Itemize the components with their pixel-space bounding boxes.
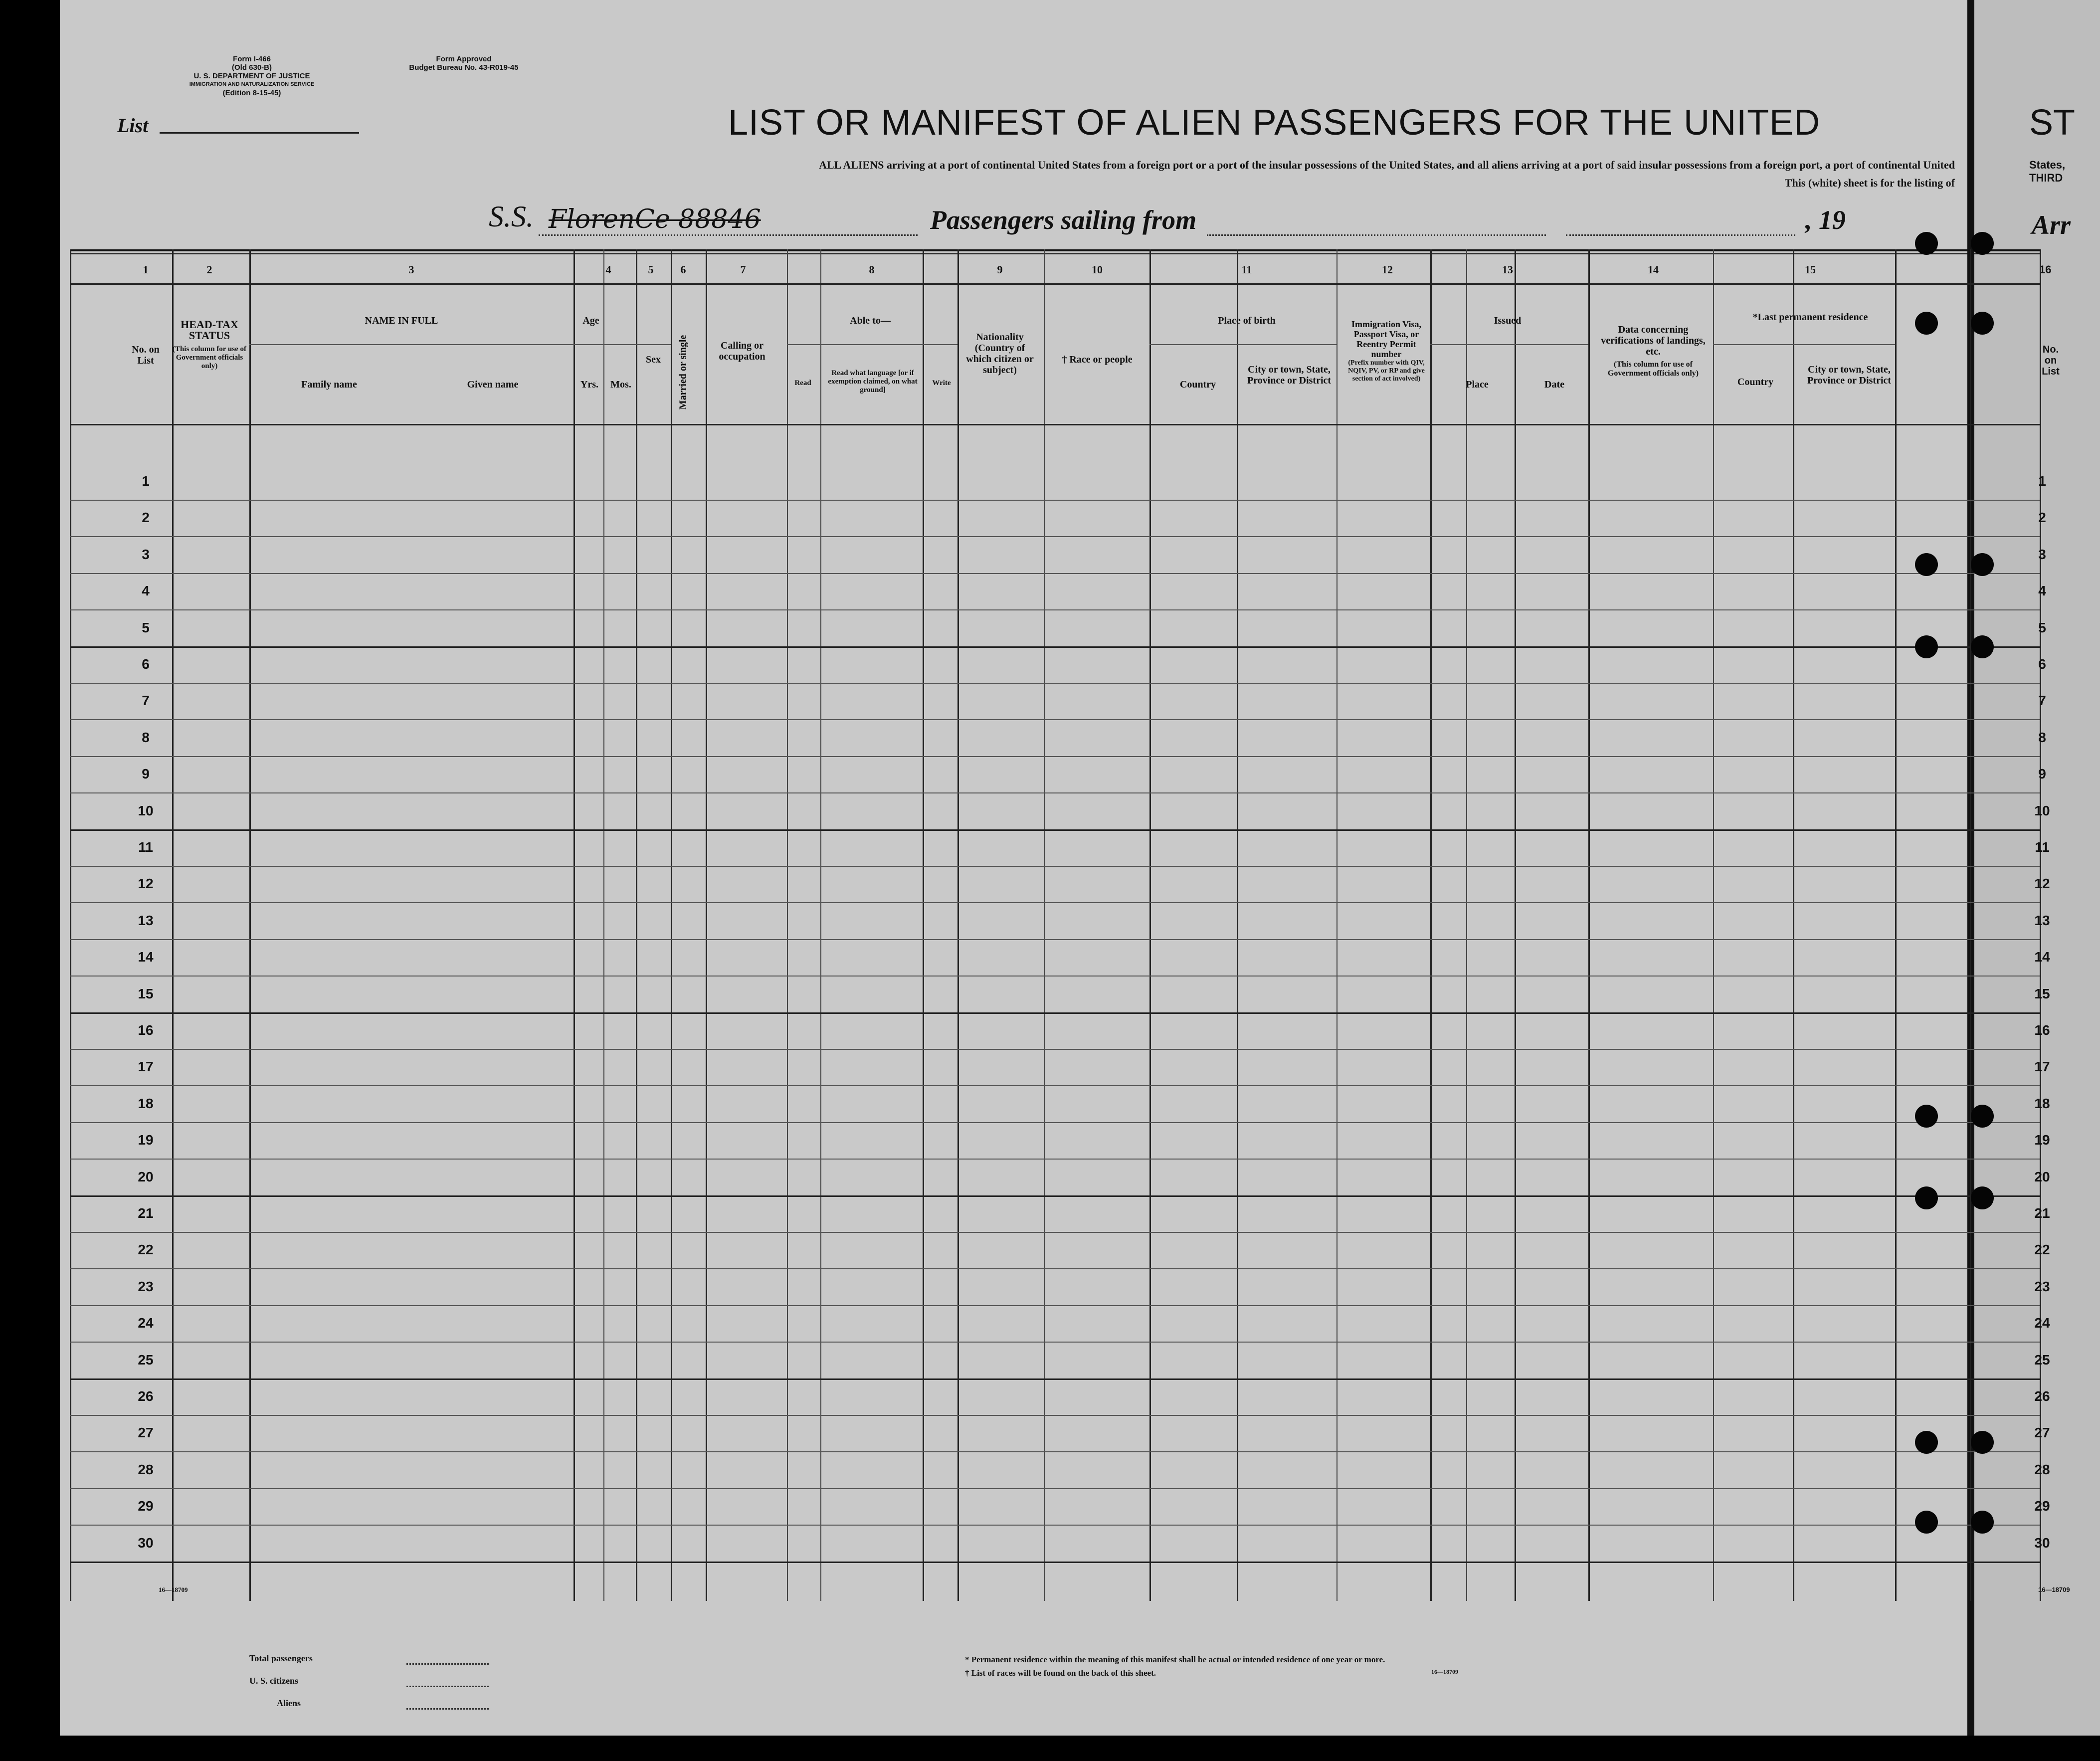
- married-header: Married or single: [677, 335, 689, 410]
- punch-hole: [1971, 1186, 1994, 1209]
- residence-footnote: * Permanent residence within the meaning of this manifest shall be actual or intended residence of one year or more.: [965, 1655, 1385, 1664]
- row-number: 12: [138, 876, 154, 892]
- adjacent-col16: 16: [2039, 263, 2052, 276]
- row-number: 4: [142, 583, 150, 599]
- table-row[interactable]: [70, 1122, 2040, 1123]
- row-number-right: 3: [2038, 546, 2046, 562]
- row-number-right: 29: [2034, 1498, 2050, 1514]
- row-number: 13: [138, 912, 154, 928]
- punch-hole: [1915, 232, 1938, 255]
- row-number: 19: [138, 1132, 154, 1148]
- us-citizens-label: U. S. citizens: [249, 1676, 298, 1686]
- aliens-label: Aliens: [277, 1698, 301, 1708]
- family-name-header: Family name: [301, 379, 357, 390]
- manifest-table: [70, 249, 2040, 1601]
- row-number: 10: [138, 802, 154, 818]
- header-rule: [70, 424, 2040, 425]
- department-name: U. S. DEPARTMENT OF JUSTICE: [193, 72, 310, 80]
- sex-header: Sex: [646, 354, 661, 365]
- visa-label: Immigration Visa, Passport Visa, or Reentry Permit number: [1351, 319, 1421, 359]
- column-divider: [671, 249, 672, 1601]
- sailing-port-field[interactable]: [1207, 234, 1546, 236]
- row-number-right: 25: [2034, 1352, 2050, 1368]
- year-label: , 19: [1805, 205, 1846, 235]
- row-number-right: 13: [2034, 912, 2050, 928]
- write-header: Write: [932, 379, 951, 387]
- subheader-rule: [1430, 344, 1588, 345]
- age-header: Age: [582, 315, 599, 326]
- print-code-left: 16—18709: [159, 1586, 188, 1593]
- column-divider: [603, 249, 604, 1601]
- punch-hole: [1915, 1186, 1938, 1209]
- column-divider: [1713, 249, 1714, 1601]
- ship-prefix: S.S.: [489, 200, 534, 233]
- residence-city-header: City or town, State, Province or District: [1807, 364, 1892, 386]
- ship-handwritten-name: FlorenCe 88846: [549, 204, 761, 234]
- row-number-right: 7: [2038, 693, 2046, 709]
- table-row[interactable]: [70, 500, 2040, 501]
- service-name: IMMIGRATION AND NATURALIZATION SERVICE: [189, 81, 315, 87]
- budget-bureau: Budget Bureau No. 43-R019-45: [409, 63, 519, 72]
- column-number: 13: [1502, 263, 1513, 276]
- row-number: 9: [142, 766, 150, 782]
- row-number: 24: [138, 1315, 154, 1331]
- table-row[interactable]: [70, 1488, 2040, 1489]
- column-number: 8: [869, 263, 875, 276]
- read-header: Read: [794, 379, 811, 387]
- column-divider: [573, 249, 575, 1601]
- row-number: 15: [138, 985, 154, 1001]
- adjacent-arr: Arr: [2032, 210, 2071, 240]
- table-row[interactable]: [70, 1378, 2040, 1380]
- race-footnote: † List of races will be found on the back of this sheet.: [965, 1668, 1156, 1678]
- adjacent-third: THIRD: [2029, 172, 2063, 184]
- punch-hole: [1915, 312, 1938, 335]
- issued-date-header: Date: [1544, 379, 1564, 390]
- row-number: 16: [138, 1022, 154, 1038]
- row-number-right: 4: [2038, 583, 2046, 599]
- column-divider: [636, 249, 637, 1601]
- list-label: List: [117, 114, 149, 137]
- column-number: 5: [648, 263, 654, 276]
- column-number: 7: [740, 263, 746, 276]
- able-to-header: Able to—: [850, 315, 891, 326]
- row-number-right: 30: [2034, 1535, 2050, 1551]
- column-divider: [1430, 249, 1432, 1601]
- residence-country-header: Country: [1737, 377, 1774, 388]
- col1-header: No. on List: [132, 344, 160, 366]
- column-number: 3: [408, 263, 414, 276]
- row-number-right: 26: [2034, 1388, 2050, 1404]
- row-number: 1: [142, 473, 150, 489]
- old-form-number: (Old 630-B): [231, 63, 272, 72]
- edition: (Edition 8-15-45): [222, 89, 281, 97]
- column-divider: [1336, 249, 1337, 1601]
- table-row[interactable]: [70, 866, 2040, 867]
- punch-hole: [1971, 635, 1994, 658]
- print-code: 16—18709: [1431, 1668, 1458, 1675]
- row-number-right: 21: [2034, 1205, 2050, 1221]
- column-divider: [172, 249, 174, 1601]
- row-number: 25: [138, 1352, 154, 1368]
- verification-label: Data concerning verifications of landings, etc.: [1601, 324, 1706, 357]
- nationality-header: Nationality (Country of which citizen or subject): [966, 332, 1034, 376]
- col2-header: [172, 319, 247, 371]
- birthplace-header: Place of birth: [1218, 315, 1276, 326]
- column-number: 14: [1648, 263, 1659, 276]
- table-row[interactable]: [70, 792, 2040, 793]
- punch-hole: [1915, 553, 1938, 576]
- adjacent-no-on-list: No. on List: [2042, 344, 2060, 377]
- row-number-right: 9: [2038, 766, 2046, 782]
- column-divider: [1237, 249, 1238, 1601]
- row-number-right: 22: [2034, 1242, 2050, 1258]
- row-number: 17: [138, 1059, 154, 1075]
- row-number-right: 10: [2034, 802, 2050, 818]
- row-number-right: 2: [2038, 510, 2046, 526]
- row-number: 6: [142, 656, 150, 672]
- punch-hole: [1971, 1431, 1994, 1454]
- us-citizens-field[interactable]: [406, 1686, 489, 1687]
- occupation-header: Calling or occupation: [719, 340, 765, 362]
- table-row[interactable]: [70, 1012, 2040, 1014]
- table-row[interactable]: [70, 1342, 2040, 1343]
- row-number: 11: [138, 839, 153, 855]
- column-number: 9: [997, 263, 1003, 276]
- row-number: 8: [142, 729, 150, 745]
- row-number: 20: [138, 1169, 154, 1184]
- punch-hole: [1915, 1105, 1938, 1128]
- punch-hole: [1971, 553, 1994, 576]
- residence-header: *Last permanent residence: [1752, 312, 1868, 323]
- subheader-rule: [1149, 344, 1336, 345]
- race-header: † Race or people: [1062, 354, 1133, 365]
- issued-place-header: Place: [1466, 379, 1489, 390]
- row-number: 30: [138, 1535, 154, 1551]
- column-number: 11: [1241, 263, 1252, 276]
- row-number-right: 19: [2034, 1132, 2050, 1148]
- table-row[interactable]: [70, 902, 2040, 903]
- row-number: 21: [138, 1205, 154, 1221]
- column-divider: [1044, 249, 1045, 1601]
- row-number-right: 5: [2038, 619, 2046, 635]
- row-number: 14: [138, 949, 154, 965]
- sailing-from-label: Passengers sailing from: [930, 205, 1197, 235]
- column-divider: [1466, 249, 1467, 1601]
- column-number: 15: [1805, 263, 1816, 276]
- column-number: 10: [1092, 263, 1103, 276]
- table-row[interactable]: [70, 1085, 2040, 1086]
- column-divider: [1515, 249, 1516, 1601]
- column-number: 12: [1382, 263, 1393, 276]
- adjacent-print-code: 16—18709: [2038, 1586, 2070, 1593]
- table-row[interactable]: [70, 1415, 2040, 1416]
- column-divider: [1588, 249, 1590, 1601]
- subheader-rule: [787, 344, 957, 345]
- column-number: 1: [143, 263, 149, 276]
- form-approved: Form Approved: [436, 55, 492, 63]
- table-row[interactable]: [70, 1562, 2040, 1563]
- intro-text: ALL ALIENS arriving at a port of continental United States from a foreign port or a port of the insular possessions of the United States, and all aliens arriving at a port of said insular possessions from a foreign port, a port of continental United: [819, 159, 1955, 171]
- table-row[interactable]: [70, 939, 2040, 940]
- punch-hole: [1971, 232, 1994, 255]
- table-row[interactable]: [70, 1525, 2040, 1526]
- column-divider: [787, 249, 788, 1601]
- page-title: LIST OR MANIFEST OF ALIEN PASSENGERS FOR THE UNITED: [728, 103, 1821, 143]
- punch-hole: [1971, 1511, 1994, 1534]
- row-number: 2: [142, 510, 150, 526]
- row-number: 18: [138, 1095, 154, 1111]
- row-number: 26: [138, 1388, 154, 1404]
- aliens-field[interactable]: [406, 1708, 489, 1710]
- row-number-right: 18: [2034, 1095, 2050, 1111]
- column-divider: [70, 249, 71, 1601]
- column-divider: [1793, 249, 1794, 1601]
- column-divider: [820, 249, 821, 1601]
- table-row[interactable]: [70, 976, 2040, 977]
- table-row[interactable]: [70, 829, 2040, 831]
- column-number: 2: [206, 263, 212, 276]
- punch-hole: [1971, 1105, 1994, 1128]
- table-row[interactable]: [70, 1305, 2040, 1306]
- head-tax-note: (This column for use of Government officials only): [172, 345, 247, 370]
- row-number-right: 8: [2038, 729, 2046, 745]
- total-passengers-field[interactable]: [406, 1663, 489, 1665]
- budget-approval: [384, 55, 544, 72]
- row-number: 29: [138, 1498, 154, 1514]
- punch-hole: [1971, 312, 1994, 335]
- column-divider: [706, 249, 707, 1601]
- row-number-right: 28: [2034, 1461, 2050, 1477]
- form-identification: [147, 55, 357, 97]
- ship-dotline: [539, 234, 918, 236]
- verification-header: [1601, 324, 1706, 378]
- intro-text-sheet: This (white) sheet is for the listing of: [1784, 177, 1955, 189]
- table-row[interactable]: [70, 1451, 2040, 1452]
- verification-note: (This column for use of Government officials only): [1607, 360, 1699, 378]
- row-number-right: 12: [2034, 876, 2050, 892]
- read-language-header: Read what language [or if exemption claimed, on what ground]: [828, 369, 918, 394]
- punch-hole: [1915, 635, 1938, 658]
- given-name-header: Given name: [467, 379, 519, 390]
- row-number: 27: [138, 1425, 154, 1441]
- row-number: 5: [142, 619, 150, 635]
- row-number: 28: [138, 1461, 154, 1477]
- adjacent-states: States,: [2029, 159, 2066, 171]
- list-number-field[interactable]: [160, 132, 359, 134]
- head-tax-status: HEAD-TAX STATUS: [181, 318, 238, 342]
- birth-city-header: City or town, State, Province or District: [1247, 364, 1332, 386]
- row-number-right: 16: [2034, 1022, 2050, 1038]
- column-divider: [1895, 249, 1897, 1601]
- form-number: Form I-466: [233, 55, 271, 63]
- age-months-header: Mos.: [610, 379, 631, 390]
- row-number-right: 6: [2038, 656, 2046, 672]
- table-row[interactable]: [70, 646, 2040, 648]
- table-row[interactable]: [70, 1232, 2040, 1233]
- column-number: 4: [605, 263, 611, 276]
- table-row[interactable]: [70, 1195, 2040, 1197]
- row-number-right: 1: [2038, 473, 2046, 489]
- table-row[interactable]: [70, 1159, 2040, 1160]
- row-number: 7: [142, 693, 150, 709]
- column-divider: [923, 249, 924, 1601]
- table-row[interactable]: [70, 756, 2040, 757]
- punch-hole: [1915, 1431, 1938, 1454]
- issued-header: Issued: [1494, 315, 1522, 326]
- row-number-right: 14: [2034, 949, 2050, 965]
- visa-note: (Prefix number with QIV, NQIV, PV, or RP and give section of act involved): [1348, 359, 1425, 383]
- subheader-rule: [1713, 344, 1895, 345]
- header-rule: [70, 283, 2040, 285]
- age-years-header: Yrs.: [580, 379, 599, 390]
- row-number-right: 17: [2034, 1059, 2050, 1075]
- birth-country-header: Country: [1179, 379, 1216, 390]
- punch-hole: [1915, 1511, 1938, 1534]
- column-divider: [249, 249, 251, 1601]
- table-row[interactable]: [70, 573, 2040, 574]
- row-number: 23: [138, 1278, 154, 1294]
- sailing-date-field[interactable]: [1566, 234, 1795, 236]
- row-number-right: 27: [2034, 1425, 2050, 1441]
- adjacent-title: ST: [2029, 103, 2076, 143]
- column-divider: [957, 249, 959, 1601]
- table-row[interactable]: [70, 1268, 2040, 1269]
- column-divider: [1149, 249, 1151, 1601]
- subheader-rule: [573, 344, 636, 345]
- total-passengers-label: Total passengers: [249, 1653, 313, 1663]
- column-divider: [1970, 249, 1971, 1601]
- table-row[interactable]: [70, 609, 2040, 610]
- table-row[interactable]: [70, 719, 2040, 720]
- row-number-right: 11: [2035, 839, 2050, 855]
- row-number: 3: [142, 546, 150, 562]
- table-row[interactable]: [70, 536, 2040, 537]
- row-number-right: 20: [2034, 1169, 2050, 1184]
- column-number: 6: [680, 263, 686, 276]
- row-number-right: 23: [2034, 1278, 2050, 1294]
- table-row[interactable]: [70, 683, 2040, 684]
- row-number-right: 24: [2034, 1315, 2050, 1331]
- table-top-rule: [70, 249, 2040, 254]
- row-number: 22: [138, 1242, 154, 1258]
- col3-header: NAME IN FULL: [365, 315, 438, 326]
- visa-header: [1343, 319, 1430, 383]
- table-row[interactable]: [70, 1049, 2040, 1050]
- row-number-right: 15: [2034, 985, 2050, 1001]
